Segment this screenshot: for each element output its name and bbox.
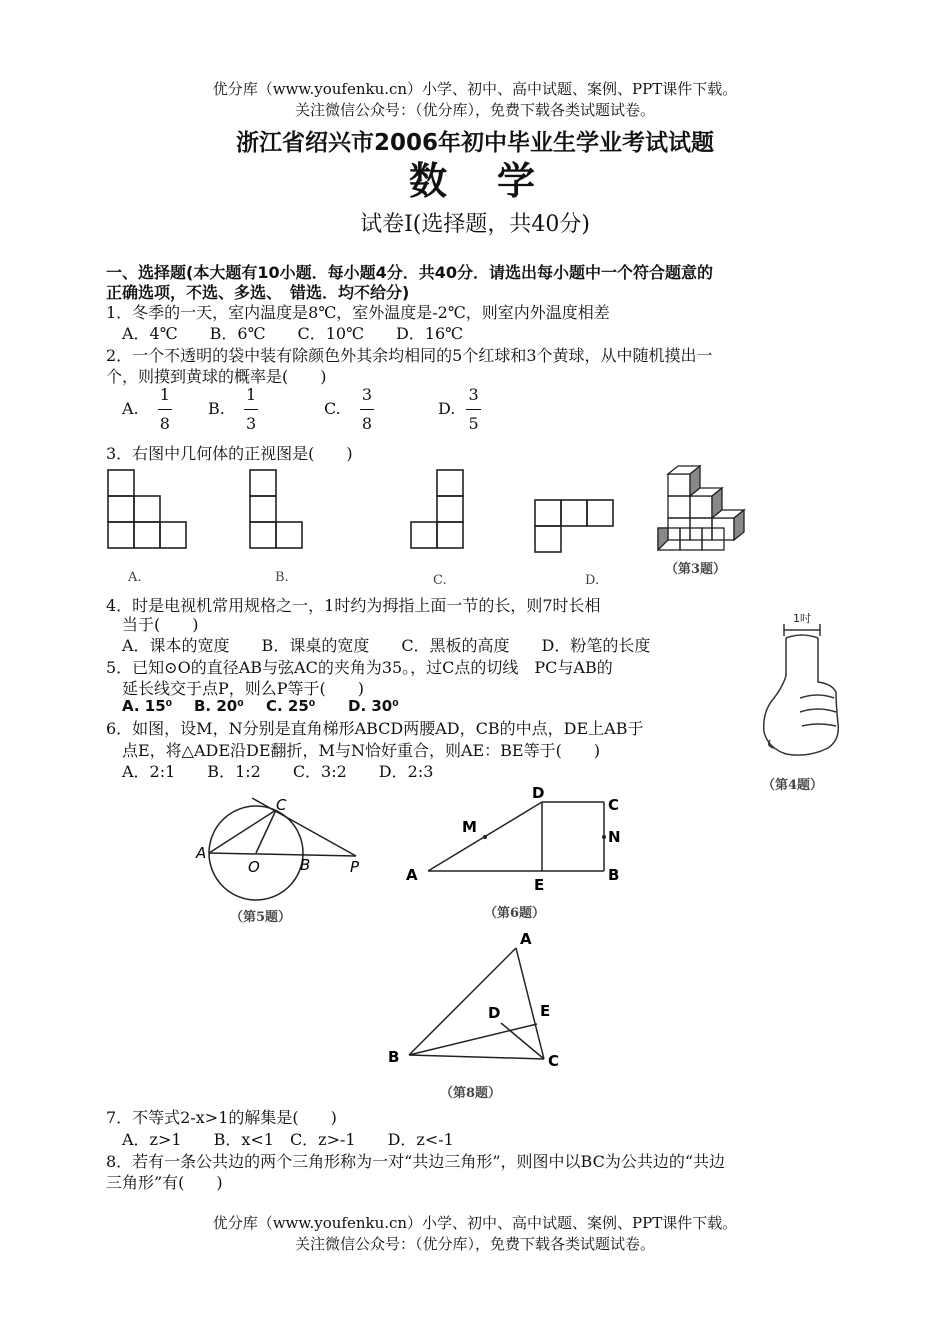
q5-option-d: D. 30⁰ xyxy=(348,697,399,715)
q3-label-d: D. xyxy=(585,573,600,588)
fig6-point-n: N xyxy=(608,828,621,846)
q2-text-1: 2．一个不透明的袋中装有除颜色外其余均相同的5个红球和3个黄球，从中随机摸出一 xyxy=(106,346,713,365)
q4-text-1: 4．时是电视机常用规格之一，1时约为拇指上面一节的长，则7时长相 xyxy=(106,596,601,615)
q2-c-denominator: 8 xyxy=(361,414,373,433)
section-heading-line-1: 一、选择题(本大题有10小题．每小题4分．共40分．请选出每小题中一个符合题意的 xyxy=(106,263,713,282)
q2-option-a-label: A. xyxy=(122,399,139,418)
header-line-2: 关注微信公众号：（优分库），免费下载各类试题试卷。 xyxy=(294,101,655,119)
fig5-caption: （第5题） xyxy=(230,910,292,925)
exam-title: 浙江省绍兴市2006年初中毕业生学业考试试题 xyxy=(235,130,714,156)
footer-line-2: 关注微信公众号：（优分库），免费下载各类试题试卷。 xyxy=(294,1235,655,1253)
fig5-point-o: O xyxy=(248,858,260,876)
q4-options: A．课本的宽度 B．课桌的宽度 C．黑板的高度 D．粉笔的长度 xyxy=(122,636,651,655)
q2-option-a xyxy=(122,385,172,434)
fig5-point-c: C xyxy=(276,796,287,814)
q5-text-2: 延长线交于点P，则么P等于( ) xyxy=(122,679,365,698)
fig8-point-d: D xyxy=(488,1004,501,1022)
fig5-point-p: P xyxy=(350,858,360,876)
q2-option-d-label: D. xyxy=(438,399,456,418)
q3-option-b-figure xyxy=(250,470,302,548)
fig8-point-b: B xyxy=(388,1048,400,1066)
fig6-point-m-dot xyxy=(483,835,487,839)
q1-text: 1．冬季的一天，室内温度是8℃，室外温度是-2℃，则室内外温度相差 xyxy=(106,303,610,322)
q4-fig-label: 1吋 xyxy=(793,612,811,625)
q2-d-denominator: 5 xyxy=(468,414,479,433)
fig6-point-e: E xyxy=(534,876,545,890)
q8-text-1: 8．若有一条公共边的两个三角形称为一对“共边三角形”，则图中以BC为公共边的“共边 xyxy=(106,1152,726,1171)
q2-option-b-label: B. xyxy=(208,399,225,418)
q3-label-c: C. xyxy=(433,573,447,588)
q3-label-a: A. xyxy=(128,570,142,585)
q5-option-a: A. 15⁰ xyxy=(122,697,173,715)
q6-text-1: 6．如图，设M，N分别是直角梯形ABCD两腰AD，CB的中点，DE上AB于 xyxy=(106,719,644,738)
fig6-point-d: D xyxy=(532,784,545,802)
fig6-point-c: C xyxy=(608,796,620,814)
q4-thumb-figure xyxy=(752,608,852,778)
q3-figures xyxy=(100,462,760,592)
q2-option-c xyxy=(324,385,374,434)
q2-option-c-label: C. xyxy=(324,399,341,418)
fig8-triangle-diagram xyxy=(380,926,580,1066)
q2-b-numerator: 1 xyxy=(244,385,258,410)
footer-line-1: 优分库（www.youfenku.cn）小学、初中、高中试题、案例、PPT课件下载。 xyxy=(212,1214,738,1232)
fig8-point-e: E xyxy=(540,1002,551,1020)
q2-option-b xyxy=(208,385,258,434)
q2-a-numerator: 1 xyxy=(158,385,172,410)
q5-option-c: C. 25⁰ xyxy=(266,697,316,715)
q5-option-b: B. 20⁰ xyxy=(194,697,244,715)
fig8-point-c: C xyxy=(548,1052,560,1066)
fig6-point-n-dot xyxy=(602,835,606,839)
subject-title: 数 学 xyxy=(408,159,541,203)
q2-text-2: 个，则摸到黄球的概率是( ) xyxy=(106,367,327,386)
q6-options: A．2:1 B．1:2 C．3:2 D．2:3 xyxy=(122,762,434,781)
q7-text: 7．不等式2-x>1的解集是( ) xyxy=(106,1108,337,1127)
q1-options: A．4℃ B．6℃ C．10℃ D．16℃ xyxy=(122,324,464,343)
q6-text-2: 点E，将△ADE沿DE翻折，M与N恰好重合，则AE：BE等于( ) xyxy=(122,741,601,760)
section-heading-line-2: 正确选项，不选、多选、 错选．均不给分) xyxy=(106,283,410,302)
fig8-point-a: A xyxy=(520,930,532,948)
fig8-caption: （第8题） xyxy=(440,1086,502,1101)
q3-caption: （第3题） xyxy=(665,562,727,577)
q3-option-a-figure xyxy=(108,470,186,548)
q3-label-b: B. xyxy=(275,570,289,585)
q7-options: A．z>1 B．x<1 C．z>-1 D．z<-1 xyxy=(122,1130,454,1149)
fig6-trapezoid-diagram xyxy=(400,780,640,890)
fig5-point-a: A xyxy=(196,844,207,862)
q4-text-2: 当于( ) xyxy=(122,615,199,634)
fig5-point-b: B xyxy=(300,856,311,874)
fig6-caption: （第6题） xyxy=(484,906,546,921)
q3-solid-figure xyxy=(658,466,744,550)
paper-title: 试卷Ⅰ(选择题，共40分) xyxy=(360,212,590,237)
q8-text-2: 三角形”有( ) xyxy=(106,1173,223,1192)
q2-b-denominator: 3 xyxy=(245,414,257,433)
q2-d-numerator: 3 xyxy=(466,385,480,410)
fig6-point-m: M xyxy=(462,818,477,836)
fig6-point-b: B xyxy=(608,866,620,884)
header-line-1: 优分库（www.youfenku.cn）小学、初中、高中试题、案例、PPT课件下载。 xyxy=(212,80,738,98)
q2-a-denominator: 8 xyxy=(159,414,170,433)
q3-option-d-figure xyxy=(535,500,613,552)
q4-caption: （第4题） xyxy=(762,778,824,793)
q3-option-c-figure xyxy=(411,470,463,548)
fig6-point-a: A xyxy=(406,866,418,884)
q2-c-numerator: 3 xyxy=(360,385,374,410)
q2-option-d xyxy=(438,385,481,434)
q5-text-1: 5．已知⊙O的直径AB与弦AC的夹角为35。，过C点的切线 PC与AB的 xyxy=(106,658,613,677)
q3-text: 3．右图中几何体的正视图是( ) xyxy=(106,444,353,463)
